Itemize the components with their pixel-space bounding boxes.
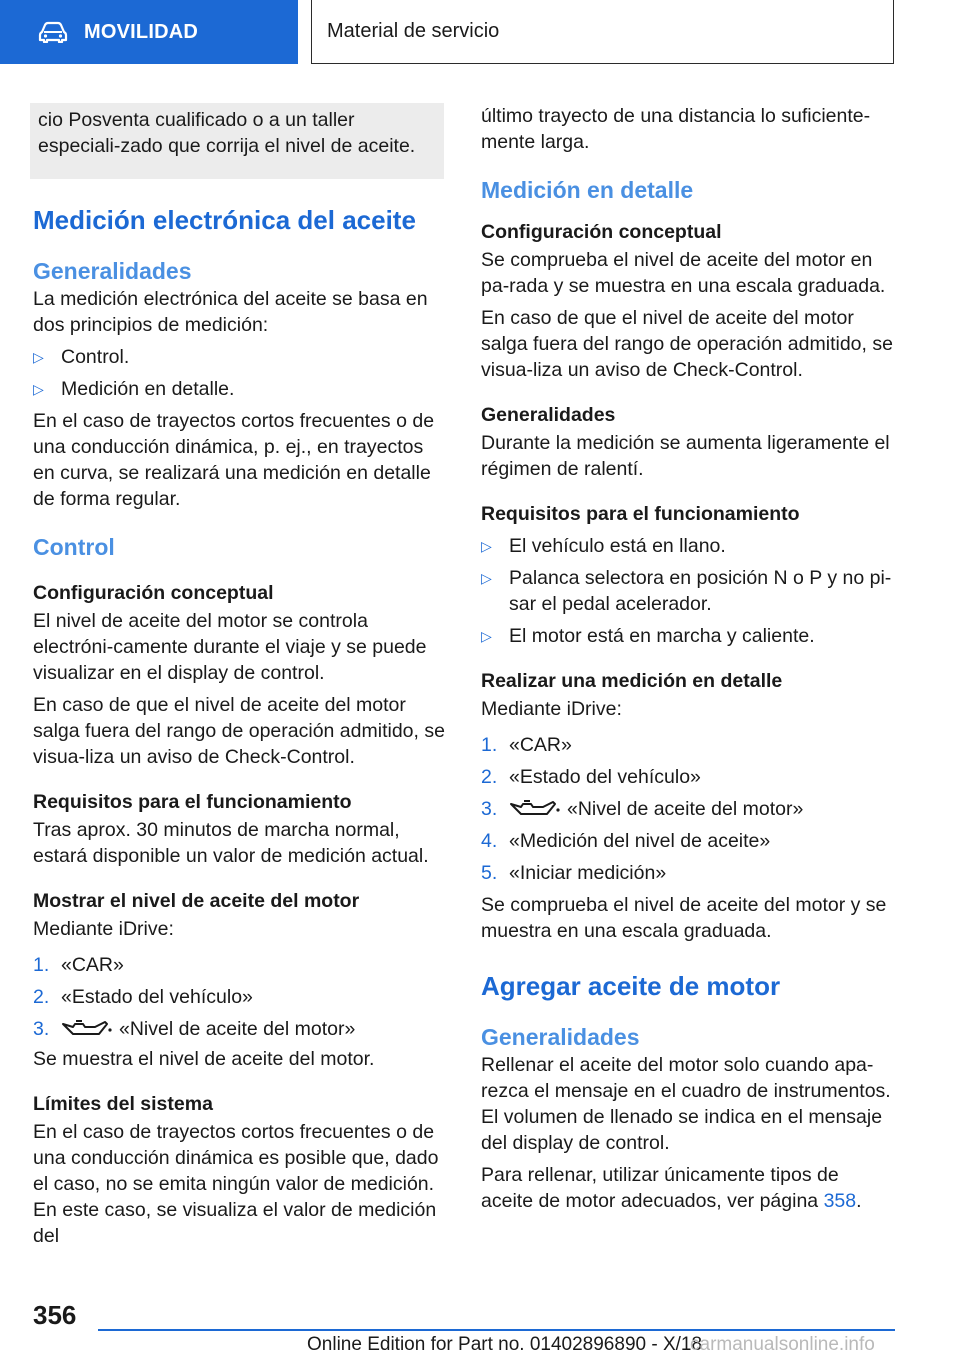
- page-number: 356: [33, 1300, 77, 1330]
- list-item: 3. «Nivel de aceite del motor»: [33, 1018, 356, 1040]
- detail-concept-text2: En caso de que el nivel de aceite del motor salga fuera del rango de operación admitido, se visua-liza un aviso de Check-Control.: [481, 307, 893, 381]
- triangle-bullet-icon: ▷: [33, 381, 44, 397]
- concept-text2: En caso de que el nivel de aceite del motor salga fuera del rango de operación admitido, se visua-liza un aviso de Check-Control.: [33, 694, 445, 768]
- requirements-text: Tras aprox. 30 minutos de marcha normal, estará disponible un valor de medición actual.: [33, 819, 429, 867]
- list-item: 5. «Iniciar medición»: [481, 862, 667, 884]
- show-result: Se muestra el nivel de aceite del motor.: [33, 1048, 375, 1070]
- list-item: 2. «Estado del vehículo»: [481, 766, 701, 788]
- triangle-bullet-icon: ▷: [481, 538, 492, 554]
- show-steps: [33, 952, 447, 1042]
- edition-text: Online Edition for Part no. 01402896890 - X/18: [307, 1334, 703, 1355]
- oil-can-icon: [509, 798, 561, 818]
- heading-detail: Medición en detalle: [481, 177, 694, 203]
- heading-control: Control: [33, 534, 115, 560]
- chapter-header: [311, 0, 894, 64]
- concept-text1: El nivel de aceite del motor se controla electróni-camente durante el viaje y se puede visualizar en el display de control.: [33, 610, 427, 684]
- detail-requirements-list: [481, 533, 896, 649]
- chapter-title: Material de servicio: [327, 20, 500, 42]
- heading-add-general: Generalidades: [481, 1024, 640, 1050]
- heading-concept: Configuración conceptual: [33, 582, 274, 604]
- oil-can-icon: [61, 1018, 113, 1038]
- do-steps: [481, 732, 896, 886]
- continued-text: último trayecto de una distancia lo suficiente-mente larga.: [481, 105, 871, 153]
- note-box: [30, 103, 444, 179]
- generalidades-text: La medición electrónica del aceite se basa en dos principios de medición:: [33, 288, 428, 336]
- car-icon: [38, 21, 68, 43]
- list-item: 1. «CAR»: [481, 734, 572, 756]
- show-intro: Mediante iDrive:: [33, 918, 174, 940]
- heading-concept-detail: Configuración conceptual: [481, 221, 722, 243]
- list-item: ▷ El motor está en marcha y caliente.: [481, 625, 815, 647]
- heading-electronic-oil: Medición electrónica del aceite: [33, 205, 416, 235]
- list-item: ▷ Palanca selectora en posición N o P y no pi-sar el pedal acelerador.: [481, 567, 892, 615]
- section-title: MOVILIDAD: [84, 20, 199, 43]
- heading-detail-general: Generalidades: [481, 404, 616, 426]
- detail-concept-text1: Se comprueba el nivel de aceite del motor en pa-rada y se muestra en una escala graduada.: [481, 249, 886, 297]
- list-item: ▷ El vehículo está en llano.: [481, 535, 726, 557]
- right-column: [481, 103, 896, 1214]
- heading-detail-requirements: Requisitos para el funcionamiento: [481, 503, 800, 525]
- heading-show-oil: Mostrar el nivel de aceite del motor: [33, 890, 360, 912]
- list-item: 3. «Nivel de aceite del motor»: [481, 798, 804, 820]
- list-item: 1. «CAR»: [33, 954, 124, 976]
- do-result: Se comprueba el nivel de aceite del motor y se muestra en una escala graduada.: [481, 894, 887, 942]
- note-text: cio Posventa cualificado o a un taller especiali-zado que corrija el nivel de aceite.: [38, 109, 416, 157]
- page-link-358[interactable]: 358: [823, 1190, 857, 1212]
- watermark: carmanualsonline.info: [690, 1334, 875, 1355]
- list-item: 4. «Medición del nivel de aceite»: [481, 830, 771, 852]
- detail-general-text: Durante la medición se aumenta ligeramente el régimen de ralentí.: [481, 432, 890, 480]
- triangle-bullet-icon: ▷: [481, 570, 492, 586]
- triangle-bullet-icon: ▷: [33, 349, 44, 365]
- principles-list: [33, 344, 447, 402]
- heading-add-oil: Agregar aceite de motor: [481, 971, 781, 1001]
- footer-divider: [98, 1329, 895, 1331]
- heading-requirements: Requisitos para el funcionamiento: [33, 791, 352, 813]
- add-text1: Rellenar el aceite del motor solo cuando apa-rezca el mensaje en el cuadro de instrumentos. El volumen de llenado se indica en el mensaje del display de control.: [481, 1054, 891, 1154]
- triangle-bullet-icon: ▷: [481, 628, 492, 644]
- heading-limits: Límites del sistema: [33, 1093, 213, 1115]
- add-text2: Para rellenar, utilizar únicamente tipos de aceite de motor adecuados, ver página 358.: [481, 1164, 862, 1212]
- heading-generalidades: Generalidades: [33, 258, 192, 284]
- list-item: ▷ Control.: [33, 346, 130, 368]
- heading-do-detail: Realizar una medición en detalle: [481, 670, 783, 692]
- left-column: [33, 103, 447, 1249]
- generalidades-text2: En el caso de trayectos cortos frecuentes o de una conducción dinámica, p. ej., en trayectos en curva, se realizará una medición en detalle de forma regular.: [33, 410, 435, 510]
- section-tab: [0, 0, 298, 64]
- do-intro: Mediante iDrive:: [481, 698, 622, 720]
- limits-text: En el caso de trayectos cortos frecuentes o de una conducción dinámica es posible que, dado el caso, no se emita ningún valor de medición. En este caso, se visualiza el valor de medición del: [33, 1121, 439, 1247]
- list-item: ▷ Medición en detalle.: [33, 378, 235, 400]
- list-item: 2. «Estado del vehículo»: [33, 986, 253, 1008]
